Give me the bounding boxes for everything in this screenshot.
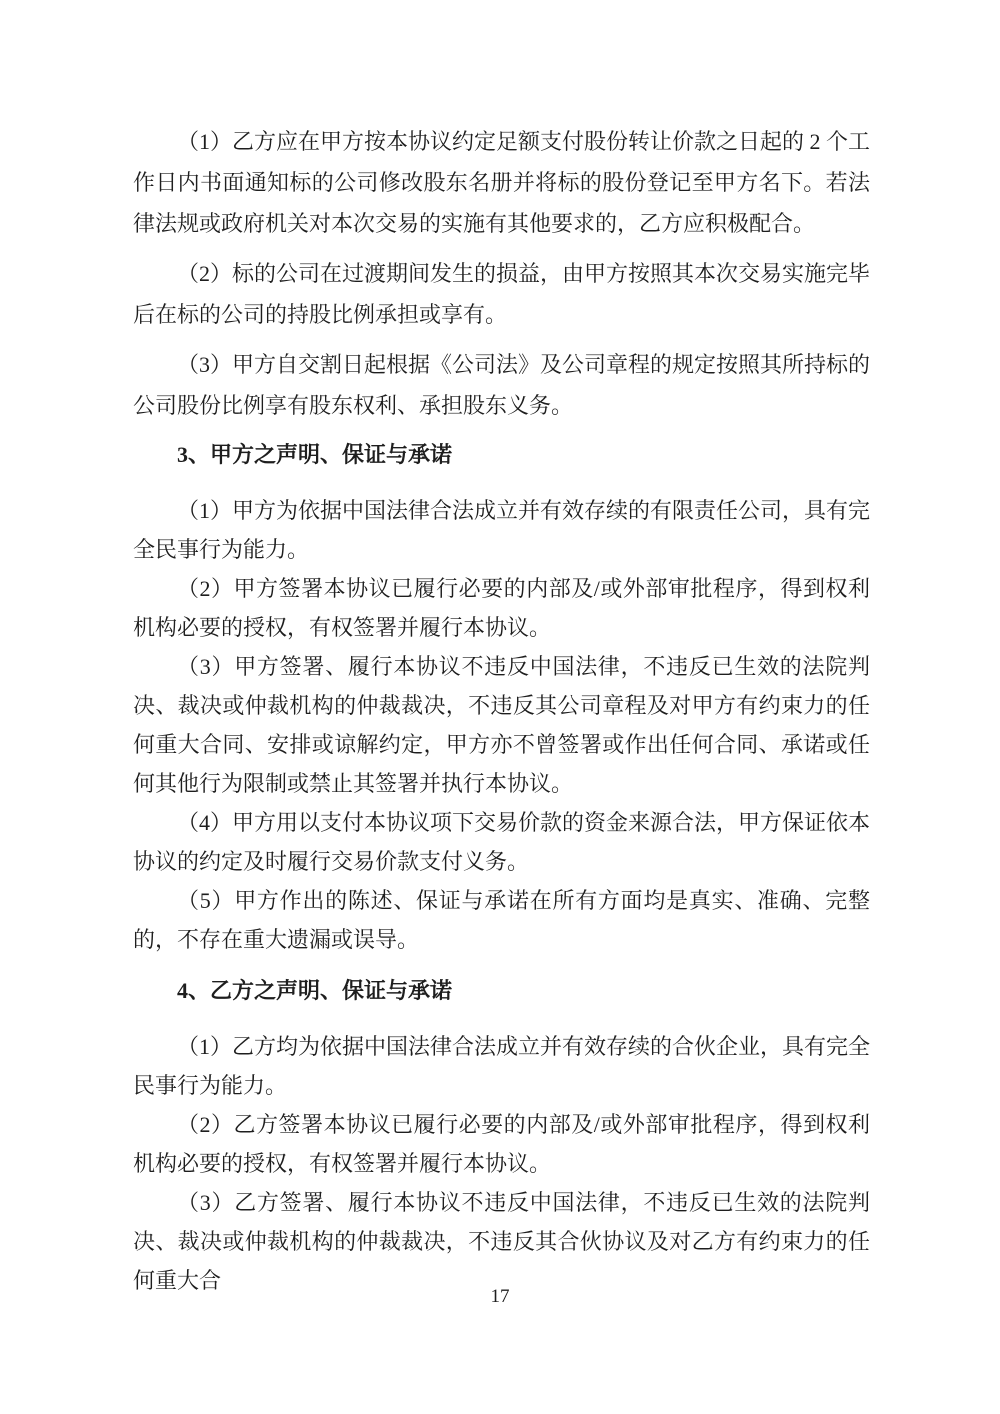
page-number: 17 [490,1286,510,1307]
party-a-rep-5-truthful-statements: （5）甲方作出的陈述、保证与承诺在所有方面均是真实、准确、完整的，不存在重大遗漏或误导。 [133,888,870,952]
clause-shareholder-rights-from-closing: （3）甲方自交割日起根据《公司法》及公司章程的规定按照其所持标的公司股份比例享有股东权利、承担股东义务。 [133,352,871,418]
party-a-rep-3-no-violation: （3）甲方签署、履行本协议不违反中国法律，不违反已生效的法院判决、裁决或仲裁机构的仲裁裁决，不违反其公司章程及对甲方有约束力的任何重大合同、安排或谅解约定，甲方亦不曾签署或作出任何合同、承诺或任何其他行为限制或禁止其签署并执行本协议。 [133,654,870,796]
clause-closing-obligation-1: （1）乙方应在甲方按本协议约定足额支付股份转让价款之日起的 2 个工作日内书面通知标的公司修改股东名册并将标的股份登记至甲方名下。若法律法规或政府机关对本次交易的实施有其他要求的，乙方应积极配合。 [133,129,871,236]
party-a-rep-4-lawful-funds: （4）甲方用以支付本协议项下交易价款的资金来源合法，甲方保证依本协议的约定及时履行交易价款支付义务。 [133,810,871,874]
section-heading-party-b-representations: 4、乙方之声明、保证与承诺 [177,978,453,1003]
party-b-rep-1-legal-existence: （1）乙方均为依据中国法律合法成立并有效存续的合伙企业，具有完全民事行为能力。 [133,1034,871,1098]
clause-transition-period-profit-loss: （2）标的公司在过渡期间发生的损益，由甲方按照其本次交易实施完毕后在标的公司的持股比例承担或享有。 [133,261,871,327]
party-a-rep-2-approvals: （2）甲方签署本协议已履行必要的内部及/或外部审批程序，得到权利机构必要的授权，有权签署并履行本协议。 [133,576,870,640]
party-a-rep-1-legal-existence: （1）甲方为依据中国法律合法成立并有效存续的有限责任公司，具有完全民事行为能力。 [133,498,871,562]
section-heading-party-a-representations: 3、甲方之声明、保证与承诺 [177,442,453,467]
contract-text-area [133,121,870,1300]
party-b-rep-3-no-violation-truncated: （3）乙方签署、履行本协议不违反中国法律，不违反已生效的法院判决、裁决或仲裁机构的仲裁裁决，不违反其合伙协议及对乙方有约束力的任何重大合 [133,1190,870,1293]
party-b-rep-2-approvals: （2）乙方签署本协议已履行必要的内部及/或外部审批程序，得到权利机构必要的授权，有权签署并履行本协议。 [133,1112,870,1176]
